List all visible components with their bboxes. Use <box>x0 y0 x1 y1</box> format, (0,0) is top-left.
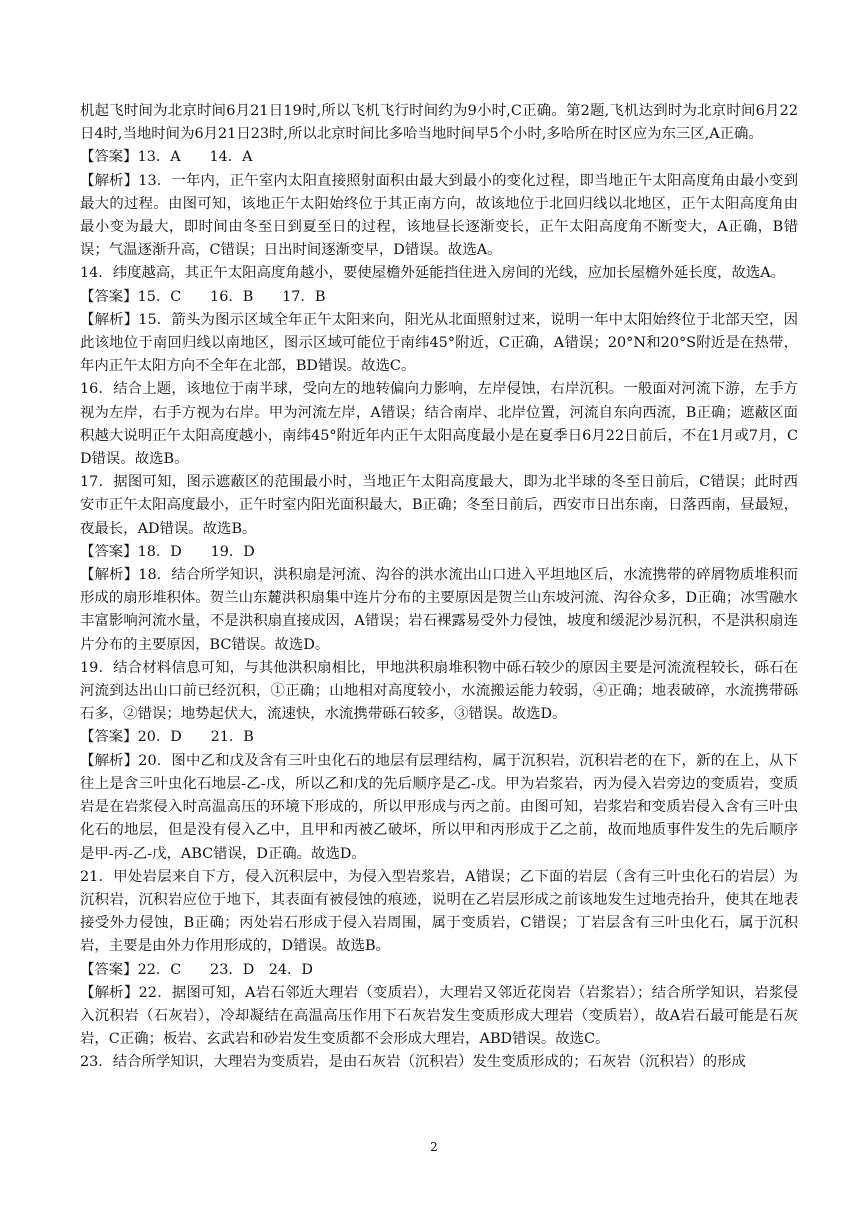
answer-line: 【答案】18．D 19．D <box>80 543 255 560</box>
analysis-paragraph: 16．结合上题，该地位于南半球，受向左的地转偏向力影响，左岸侵蚀，右岸沉积。一般面对河流下游，左手方视为左岸，右手方视为右岸。甲为河流左岸，A错误；结合南岸、北岸位置，河流自东向西流，B正确；遮蔽区面积越大说明正午太阳高度越小，南纬45°附近年内正午太阳高度最小是在夏季日6月22日前后，不在1月或7月，CD错误。故选B。 <box>80 381 798 468</box>
analysis-paragraph: 23．结合所学知识，大理岩为变质岩，是由石灰岩（沉积岩）发生变质形成的；石灰岩（沉积岩）的形成 <box>80 1054 746 1071</box>
analysis-paragraph: 21．甲处岩层来自下方，侵入沉积层中，为侵入型岩浆岩，A错误；乙下面的岩层（含有三叶虫化石的岩层）为沉积岩，沉积岩应位于地下，其表面有被侵蚀的痕迹，说明在乙岩层形成之前该地发生过地壳抬升，使其在地表接受外力侵蚀，B正确；丙处岩石形成于侵入岩周围，属于变质岩，C错误；丁岩层含有三叶虫化石，属于沉积岩，主要是由外力作用形成的，D错误。故选B。 <box>80 868 798 955</box>
analysis-paragraph: 【解析】13．一年内，正午室内太阳直接照射面积由最大到最小的变化过程，即当地正午太阳高度角由最小变到最大的过程。由图可知，该地正午太阳始终位于其正南方向，故该地位于北回归线以北地区，正午太阳高度角由最小变为最大，即时间由冬至日到夏至日的过程，该地昼长逐渐变长，正午太阳高度角不断变大，A正确，B错误；气温逐渐升高，C错误；日出时间逐渐变早，D错误。故选A。 <box>80 172 798 259</box>
paragraph-continuation: 机起飞时间为北京时间6月21日19时,所以飞机飞行时间约为9小时,C正确。第2题,飞机达到时为北京时间6月22日4时,当地时间为6月21日23时,所以北京时间比多哈当地时间早5个小时,多哈所在时区应为东三区,A正确。 <box>80 103 798 143</box>
document-body <box>80 100 798 1075</box>
analysis-paragraph: 19．结合材料信息可知，与其他洪积扇相比，甲地洪积扇堆积物中砾石较少的原因主要是河流流程较长，砾石在河流到达出山口前已经沉积，①正确；山地相对高度较小，水流搬运能力较弱，④正确；地表破碎，水流携带砾石多，②错误；地势起伏大，流速快，水流携带砾石较多，③错误。故选D。 <box>80 659 798 723</box>
analysis-paragraph: 【解析】22．据图可知，A岩石邻近大理岩（变质岩），大理岩又邻近花岗岩（岩浆岩）；结合所学知识，岩浆侵入沉积岩（石灰岩），冷却凝结在高温高压作用下石灰岩发生变质形成大理岩（变质岩），故A岩石最可能是石灰岩，C正确；板岩、玄武岩和砂岩发生变质都不会形成大理岩，ABD错误。故选C。 <box>80 984 798 1048</box>
page-number: 2 <box>430 1140 438 1154</box>
analysis-paragraph: 【解析】15．箭头为图示区域全年正午太阳来向，阳光从北面照射过来，说明一年中太阳始终位于北部天空，因此该地位于南回归线以南地区，图示区域可能位于南纬45°附近，C正确，A错误；20°N和20°S附近是在热带，年内正午太阳方向不全年在北部，BD错误。故选C。 <box>80 311 798 375</box>
answer-line: 【答案】15．C 16．B 17．B <box>80 288 326 305</box>
answer-line: 【答案】20．D 21．B <box>80 729 254 746</box>
analysis-paragraph: 14．纬度越高，其正午太阳高度角越小，要使屋檐外延能挡住进入房间的光线，应加长屋檐外延长度，故选A。 <box>80 265 786 282</box>
answer-line: 【答案】13．A 14．A <box>80 149 253 166</box>
analysis-paragraph: 【解析】20．图中乙和戊及含有三叶虫化石的地层有层理结构，属于沉积岩，沉积岩老的在下，新的在上，从下往上是含三叶虫化石地层-乙-戊，所以乙和戊的先后顺序是乙-戊。甲为岩浆岩，丙为侵入岩旁边的变质岩，变质岩是在岩浆侵入时高温高压的环境下形成的，所以甲形成与丙之前。由图可知，岩浆岩和变质岩侵入含有三叶虫化石的地层，但是没有侵入乙中，且甲和丙被乙破坏，所以甲和丙形成于乙之前，故而地质事件发生的先后顺序是甲-丙-乙-戊，ABC错误，D正确。故选D。 <box>80 752 798 862</box>
analysis-paragraph: 【解析】18．结合所学知识，洪积扇是河流、沟谷的洪水流出山口进入平坦地区后，水流携带的碎屑物质堆积而形成的扇形堆积体。贺兰山东麓洪积扇集中连片分布的主要原因是贺兰山东坡河流、沟谷众多，D正确；冰雪融水丰富影响河流水量，不是洪积扇直接成因，A错误；岩石裸露易受外力侵蚀，坡度和缓泥沙易沉积，不是洪积扇连片分布的主要原因，BC错误。故选D。 <box>80 567 798 653</box>
answer-line: 【答案】22．C 23．D 24．D <box>80 961 313 978</box>
analysis-paragraph: 17．据图可知，图示遮蔽区的范围最小时，当地正午太阳高度最大，即为北半球的冬至日前后，C错误；此时西安市正午太阳高度最小，正午时室内阳光面积最大，B正确；冬至日前后，西安市日出东南，日落西南，昼最短，夜最长，AD错误。故选B。 <box>80 474 798 537</box>
